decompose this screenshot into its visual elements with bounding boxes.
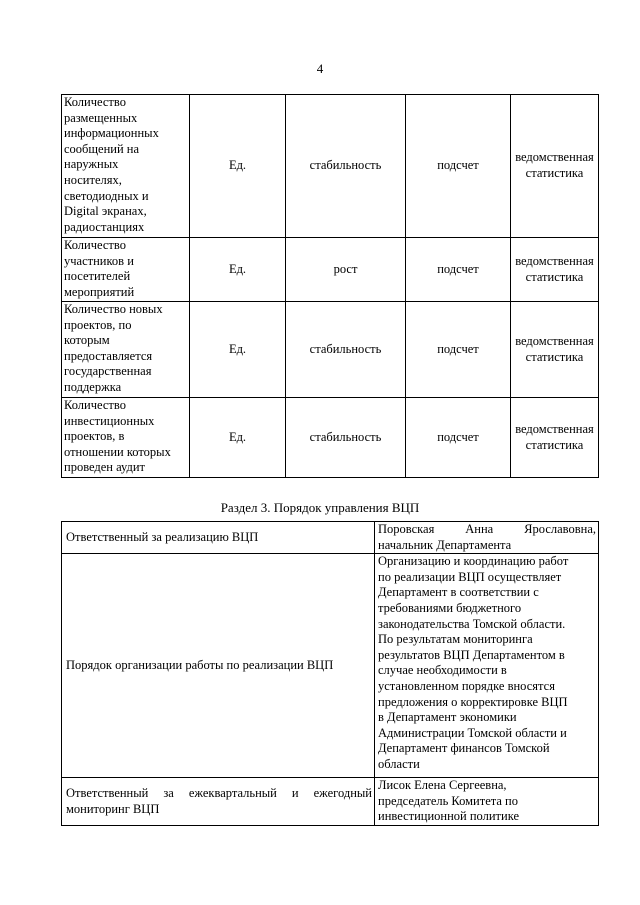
indicator-method: подсчет <box>406 398 511 478</box>
indicator-row <box>62 302 599 398</box>
mgmt-value-line: Департамент в соответствии с <box>378 585 539 600</box>
mgmt-label <box>62 778 375 826</box>
indicator-name <box>62 398 190 478</box>
mgmt-label: Ответственный за реализацию ВЦП <box>62 522 375 554</box>
mgmt-row-procedure <box>62 554 599 778</box>
indicator-source-line: ведомственная <box>515 150 594 165</box>
indicator-name-line: мероприятий <box>64 284 135 299</box>
indicator-name-line: проектов, по <box>64 317 132 332</box>
indicator-name-line: которым <box>64 333 110 348</box>
mgmt-value-line: по реализации ВЦП осуществляет <box>378 569 562 584</box>
indicator-name-line: поддержка <box>64 379 122 394</box>
mgmt-value-line: По результатам мониторинга <box>378 632 533 647</box>
indicator-name-line: Количество <box>64 238 126 252</box>
mgmt-value <box>375 778 599 826</box>
indicator-name <box>62 95 190 238</box>
mgmt-label-line: Ответственный за ежеквартальный и ежегодный <box>66 786 372 801</box>
mgmt-value-line: Организацию и координацию работ <box>378 554 569 569</box>
mgmt-label: Порядок организации работы по реализации ВЦП <box>62 554 375 778</box>
indicator-name-line: проектов, в <box>64 429 125 444</box>
mgmt-value <box>375 522 599 554</box>
mgmt-value-line: в Департамент экономики <box>378 710 517 725</box>
indicator-method: подсчет <box>406 302 511 398</box>
indicator-name <box>62 302 190 398</box>
indicator-source-line: статистика <box>525 166 584 180</box>
mgmt-value-line: председатель Комитета по <box>378 793 518 808</box>
indicator-source <box>511 95 599 238</box>
mgmt-value-line: инвестиционной политике <box>378 809 520 824</box>
indicator-name-line: размещенных <box>64 110 138 125</box>
indicator-name-line: участников и <box>64 253 134 268</box>
indicator-unit: Ед. <box>190 95 286 238</box>
indicator-name-line: проведен аудит <box>64 460 146 475</box>
indicator-source <box>511 398 599 478</box>
indicator-trend: стабильность <box>286 95 406 238</box>
indicator-source <box>511 302 599 398</box>
indicator-unit: Ед. <box>190 398 286 478</box>
indicator-name-line: Количество <box>64 95 126 109</box>
indicator-source-line: ведомственная <box>515 421 594 436</box>
mgmt-row-monitoring <box>62 778 599 826</box>
indicators-table <box>61 94 599 478</box>
mgmt-value-line: установленном порядке вносятся <box>378 678 555 693</box>
mgmt-label-line: мониторинг ВЦП <box>66 801 160 816</box>
mgmt-value-line: результатов ВЦП Департаментом в <box>378 647 565 662</box>
indicator-trend: стабильность <box>286 398 406 478</box>
mgmt-value-line: законодательства Томской области. <box>378 616 566 631</box>
indicator-trend: рост <box>286 238 406 302</box>
indicator-name-line: посетителей <box>64 269 131 284</box>
indicator-method: подсчет <box>406 238 511 302</box>
indicator-name-line: отношении которых <box>64 444 171 459</box>
indicator-name-line: сообщений на <box>64 141 140 156</box>
indicator-source-line: статистика <box>525 349 584 364</box>
indicator-name-line: Количество <box>64 398 126 412</box>
mgmt-value-line: случае необходимости в <box>378 663 507 678</box>
indicator-method: подсчет <box>406 95 511 238</box>
indicator-name-line: информационных <box>64 126 159 141</box>
mgmt-value-line: Лисок Елена Сергеевна, <box>378 778 507 793</box>
mgmt-value-line: Поровская Анна Ярославовна, <box>378 522 596 536</box>
section-title: Раздел 3. Порядок управления ВЦП <box>220 500 420 515</box>
indicator-name-line: наружных <box>64 157 119 172</box>
mgmt-value-line: предложения о корректировке ВЦП <box>378 694 568 709</box>
indicator-row <box>62 95 599 238</box>
mgmt-value-line: начальник Департамента <box>378 537 512 552</box>
indicator-name-line: носителях, <box>64 172 122 187</box>
indicator-row <box>62 398 599 478</box>
indicator-unit: Ед. <box>190 302 286 398</box>
mgmt-value-line: Администрации Томской области и <box>378 725 567 740</box>
indicator-name-line: предоставляется <box>64 348 153 363</box>
mgmt-value-line: Департамент финансов Томской <box>378 741 550 756</box>
management-table <box>61 521 599 826</box>
indicator-name-line: инвестиционных <box>64 413 155 428</box>
indicator-name-line: государственная <box>64 364 152 379</box>
mgmt-value-line: требованиями бюджетного <box>378 600 522 615</box>
indicator-name <box>62 238 190 302</box>
indicator-source-line: ведомственная <box>515 333 594 348</box>
mgmt-value-line: области <box>378 756 420 771</box>
indicator-trend: стабильность <box>286 302 406 398</box>
indicator-name-line: Digital экранах, <box>64 204 147 219</box>
mgmt-row-responsible <box>62 522 599 554</box>
indicator-source-line: ведомственная <box>515 253 594 268</box>
indicator-name-line: Количество новых <box>64 302 163 316</box>
indicator-source <box>511 238 599 302</box>
indicator-row <box>62 238 599 302</box>
indicator-name-line: радиостанциях <box>64 219 145 234</box>
page-number: 4 <box>316 61 324 76</box>
indicator-unit: Ед. <box>190 238 286 302</box>
mgmt-value <box>375 554 599 778</box>
indicator-source-line: статистика <box>525 269 584 284</box>
indicator-name-line: светодиодных и <box>64 188 149 203</box>
indicator-source-line: статистика <box>525 437 584 452</box>
